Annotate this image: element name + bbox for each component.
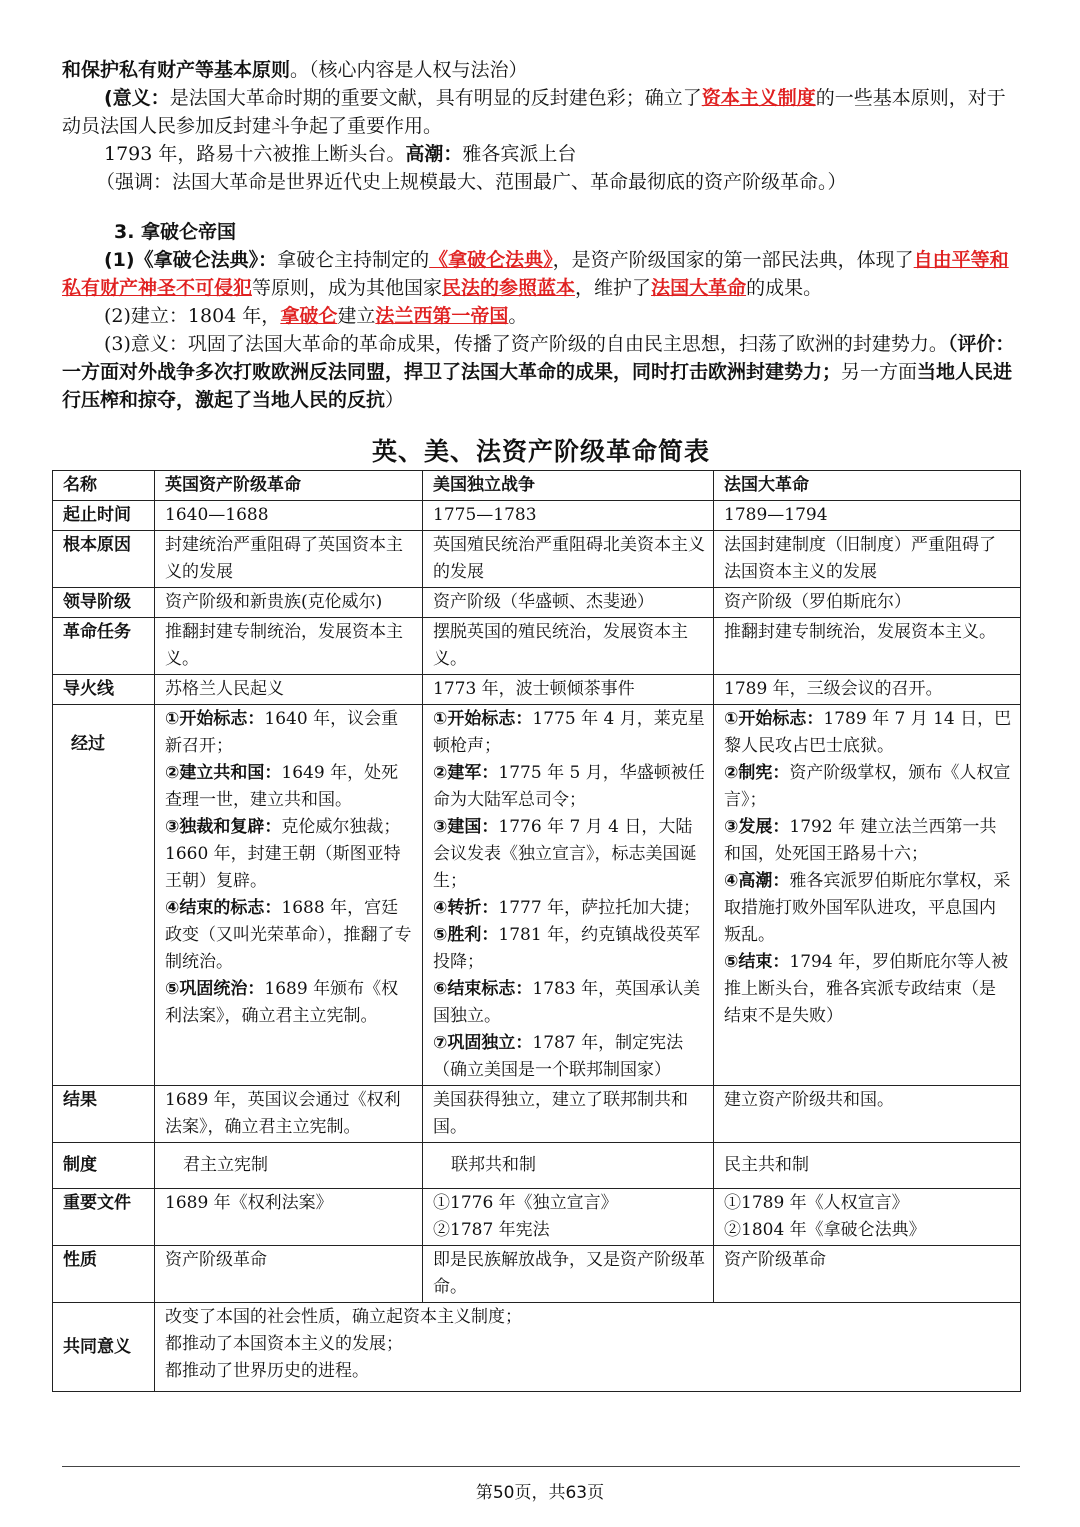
table-row bbox=[53, 501, 1021, 531]
step-text: 1640 年，议会重新召开； bbox=[165, 709, 399, 756]
text: 是法国大革命时期的重要文献，具有明显的反封建色彩；确立了 bbox=[169, 87, 702, 109]
cell: 推翻封建专制统治，发展资本主义。 bbox=[714, 618, 1021, 675]
cell: 封建统治严重阻碍了英国资本主义的发展 bbox=[155, 531, 423, 588]
step-label: ③发展： bbox=[724, 817, 790, 837]
doc-line: ②1804 年《拿破仑法典》 bbox=[724, 1220, 926, 1240]
text: 另一方面 bbox=[841, 361, 918, 383]
footer-divider bbox=[62, 1466, 1020, 1467]
process-cell bbox=[714, 705, 1021, 1086]
process-step bbox=[724, 949, 1012, 1030]
highlight-text: 民法的参照蓝本 bbox=[442, 277, 576, 299]
process-step bbox=[433, 760, 705, 814]
process-step bbox=[433, 1030, 705, 1084]
table-row bbox=[53, 1303, 1021, 1392]
table-row bbox=[53, 705, 1021, 1086]
table-row bbox=[53, 588, 1021, 618]
label: (1)《拿破仑法典》： bbox=[104, 249, 278, 271]
text: 的一些基本原则，对于动员法国人民参加反封建斗争起了重要作用。 bbox=[62, 87, 1006, 137]
cell: 1789—1794 bbox=[714, 501, 1021, 531]
code-paragraph bbox=[62, 246, 1020, 302]
step-label: ①开始标志： bbox=[433, 709, 533, 729]
text: ，是资产阶级国家的第一部民法典，体现了 bbox=[552, 249, 914, 271]
text: 建立 bbox=[337, 305, 376, 327]
step-text: 雅各宾派罗伯斯庇尔掌权，采取措施打败外国军队进攻，平息国内叛乱。 bbox=[724, 871, 1011, 945]
highlight-text: 《拿破仑法典》 bbox=[429, 249, 553, 271]
cell: 推翻封建专制统治，发展资本主义。 bbox=[155, 618, 423, 675]
cell: 联邦共和制 bbox=[423, 1143, 714, 1189]
common-line: 改变了本国的社会性质，确立起资本主义制度； bbox=[165, 1307, 522, 1327]
event-1793 bbox=[62, 140, 1020, 168]
text: (3)意义：巩固了法国大革命的革命成果，传播了资产阶级的自由民主思想，扫荡了欧洲的封建势力。 bbox=[104, 333, 948, 355]
step-label: ②建军： bbox=[433, 763, 499, 783]
process-step bbox=[165, 706, 414, 760]
step-label: ⑤结束： bbox=[724, 952, 790, 972]
row-label: 领导阶级 bbox=[53, 588, 155, 618]
row-label: 共同意义 bbox=[53, 1303, 155, 1392]
cell: 资产阶级和新贵族(克伦威尔) bbox=[155, 588, 423, 618]
row-label: 重要文件 bbox=[53, 1189, 155, 1246]
row-label: 制度 bbox=[53, 1143, 155, 1189]
row-label: 革命任务 bbox=[53, 618, 155, 675]
common-line: 都推动了世界历史的进程。 bbox=[165, 1361, 369, 1381]
step-text: 1783 年，英国承认美国独立。 bbox=[433, 979, 701, 1026]
text: ） bbox=[385, 389, 405, 411]
text: 。 bbox=[508, 305, 528, 327]
cell: 建立资产阶级共和国。 bbox=[714, 1086, 1021, 1143]
cell: 资产阶级（华盛顿、杰斐逊） bbox=[423, 588, 714, 618]
table-row bbox=[53, 1189, 1021, 1246]
step-text: 资产阶级掌权，颁布《人权宣言》； bbox=[724, 763, 1011, 810]
text: (2)建立：1804 年， bbox=[104, 305, 281, 327]
process-step bbox=[433, 814, 705, 895]
process-cell bbox=[155, 705, 423, 1086]
step-text: 克伦威尔独裁；1660 年，封建王朝（斯图亚特王朝）复辟。 bbox=[165, 817, 401, 891]
step-label: ⑤胜利： bbox=[433, 925, 499, 945]
step-text: 1792 年 建立法兰西第一共和国，处死国王路易十六； bbox=[724, 817, 997, 864]
table-header-row bbox=[53, 471, 1021, 501]
step-label: ⑦巩固独立： bbox=[433, 1033, 533, 1053]
process-step bbox=[433, 706, 705, 760]
process-step bbox=[165, 760, 414, 814]
text: 。（核心内容是人权与法治） bbox=[290, 59, 528, 81]
section-heading: 3. 拿破仑帝国 bbox=[114, 221, 237, 243]
step-text: 1775 年 4 月，莱克星顿枪声； bbox=[433, 709, 705, 756]
bold-text: （评价：一方面对外战争多次打败欧洲反法同盟，捍卫了法国大革命的成果，同时打击欧洲封建势力； bbox=[62, 333, 1015, 383]
table-row bbox=[53, 531, 1021, 588]
step-text: 1776 年 7 月 4 日，大陆会议发表《独立宣言》，标志美国诞生； bbox=[433, 817, 697, 891]
label: (意义： bbox=[104, 87, 170, 109]
cell: 资产阶级革命 bbox=[155, 1246, 423, 1303]
step-label: ⑤巩固统治： bbox=[165, 979, 265, 999]
text: 1793 年，路易十六被推上断头台。 bbox=[104, 143, 406, 165]
step-text: 1781 年，约克镇战役英军投降； bbox=[433, 925, 701, 972]
revolution-table bbox=[52, 470, 1021, 1392]
process-step bbox=[165, 895, 414, 976]
cell: 美国获得独立，建立了联邦制共和国。 bbox=[423, 1086, 714, 1143]
table-row bbox=[53, 675, 1021, 705]
process-step bbox=[724, 868, 1012, 949]
intro-line bbox=[62, 56, 1020, 84]
step-text: 1777 年，萨拉托加大捷； bbox=[498, 898, 701, 918]
process-step bbox=[165, 814, 414, 895]
header-cell: 英国资产阶级革命 bbox=[155, 471, 423, 501]
founding-paragraph bbox=[62, 302, 1020, 330]
step-label: ⑥结束标志： bbox=[433, 979, 533, 999]
cell: 1789 年，三级会议的召开。 bbox=[714, 675, 1021, 705]
table-title: 英、美、法资产阶级革命简表 bbox=[371, 437, 710, 466]
cell bbox=[423, 1189, 714, 1246]
cell: 法国封建制度（旧制度）严重阻碍了法国资本主义的发展 bbox=[714, 531, 1021, 588]
cell: 1689 年《权利法案》 bbox=[155, 1189, 423, 1246]
process-cell bbox=[423, 705, 714, 1086]
step-label: ④转折： bbox=[433, 898, 499, 918]
header-cell: 美国独立战争 bbox=[423, 471, 714, 501]
cell: 苏格兰人民起义 bbox=[155, 675, 423, 705]
page-number: 第50页，共63页 bbox=[475, 1483, 605, 1503]
row-label: 经过 bbox=[53, 705, 155, 1086]
process-step bbox=[165, 976, 414, 1030]
process-step bbox=[433, 922, 705, 976]
table-row bbox=[53, 1143, 1021, 1189]
step-label: ④结束的标志： bbox=[165, 898, 282, 918]
cell: 君主立宪制 bbox=[155, 1143, 423, 1189]
table-row bbox=[53, 618, 1021, 675]
text: ，维护了 bbox=[575, 277, 652, 299]
text: 雅各宾派上台 bbox=[462, 143, 577, 165]
highlight-text: 法国大革命 bbox=[651, 277, 747, 299]
step-label: ④高潮： bbox=[724, 871, 790, 891]
common-line: 都推动了本国资本主义的发展； bbox=[165, 1334, 403, 1354]
cell: 1775—1783 bbox=[423, 501, 714, 531]
text: 等原则，成为其他国家 bbox=[252, 277, 443, 299]
step-label: ③建国： bbox=[433, 817, 499, 837]
highlight-text: 自由平等和私有财产神圣不可侵犯 bbox=[62, 249, 1009, 299]
cell: 摆脱英国的殖民统治，发展资本主义。 bbox=[423, 618, 714, 675]
row-label: 起止时间 bbox=[53, 501, 155, 531]
doc-line: ②1787 年宪法 bbox=[433, 1220, 550, 1240]
highlight-text: 资本主义制度 bbox=[701, 87, 816, 109]
label: 高潮： bbox=[405, 143, 463, 165]
step-label: ③独裁和复辟： bbox=[165, 817, 282, 837]
cell: 即是民族解放战争，又是资产阶级革命。 bbox=[423, 1246, 714, 1303]
significance-paragraph bbox=[62, 84, 1020, 140]
highlight-text: 法兰西第一帝国 bbox=[375, 305, 509, 327]
step-text: 1689 年颁布《权利法案》，确立君主立宪制。 bbox=[165, 979, 399, 1026]
bold-text: 当地人民进行压榨和掠夺，激起了当地人民的反抗 bbox=[62, 361, 1013, 411]
cell bbox=[155, 1303, 1021, 1392]
highlight-text: 拿破仑 bbox=[280, 305, 338, 327]
step-text: 1787 年，制定宪法（确立美国是一个联邦制国家） bbox=[433, 1033, 684, 1080]
step-label: ②建立共和国： bbox=[165, 763, 282, 783]
step-label: ①开始标志： bbox=[165, 709, 265, 729]
document-page bbox=[62, 56, 1020, 1392]
table-row bbox=[53, 1246, 1021, 1303]
cell: 1689 年，英国议会通过《权利法案》，确立君主立宪制。 bbox=[155, 1086, 423, 1143]
table-row bbox=[53, 1086, 1021, 1143]
row-label: 导火线 bbox=[53, 675, 155, 705]
cell: 资产阶级革命 bbox=[714, 1246, 1021, 1303]
process-step bbox=[724, 814, 1012, 868]
step-label: ②制宪： bbox=[724, 763, 790, 783]
bold-text: 和保护私有财产等基本原则 bbox=[62, 59, 291, 81]
step-text: 1789 年 7 月 14 日，巴黎人民攻占巴士底狱。 bbox=[724, 709, 1012, 756]
cell: 英国殖民统治严重阻碍北美资本主义的发展 bbox=[423, 531, 714, 588]
cell bbox=[714, 1189, 1021, 1246]
process-step bbox=[433, 895, 705, 922]
step-label: ①开始标志： bbox=[724, 709, 824, 729]
step-text: 1775 年 5 月，华盛顿被任命为大陆军总司令； bbox=[433, 763, 705, 810]
header-cell: 名称 bbox=[53, 471, 155, 501]
cell: 1640—1688 bbox=[155, 501, 423, 531]
process-step bbox=[724, 706, 1012, 760]
doc-line: ①1789 年《人权宣言》 bbox=[724, 1193, 909, 1213]
cell: 民主共和制 bbox=[714, 1143, 1021, 1189]
meaning-paragraph bbox=[62, 330, 1020, 414]
header-cell: 法国大革命 bbox=[714, 471, 1021, 501]
step-text: 1794 年，罗伯斯庇尔等人被推上断头台，雅各宾派专政结束（是结束不是失败） bbox=[724, 952, 1009, 1026]
doc-line: ①1776 年《独立宣言》 bbox=[433, 1193, 618, 1213]
row-label: 结果 bbox=[53, 1086, 155, 1143]
row-label: 性质 bbox=[53, 1246, 155, 1303]
step-text: 1688 年，宫廷政变（又叫光荣革命），推翻了专制统治。 bbox=[165, 898, 412, 972]
row-label: 根本原因 bbox=[53, 531, 155, 588]
cell: 1773 年，波士顿倾茶事件 bbox=[423, 675, 714, 705]
text: 拿破仑主持制定的 bbox=[277, 249, 430, 271]
emphasis-note: （强调：法国大革命是世界近代史上规模最大、范围最广、革命最彻底的资产阶级革命。） bbox=[96, 171, 847, 193]
process-step bbox=[433, 976, 705, 1030]
step-text: 1649 年，处死查理一世，建立共和国。 bbox=[165, 763, 399, 810]
cell: 资产阶级（罗伯斯庇尔） bbox=[714, 588, 1021, 618]
text: 的成果。 bbox=[746, 277, 823, 299]
process-step bbox=[724, 760, 1012, 814]
